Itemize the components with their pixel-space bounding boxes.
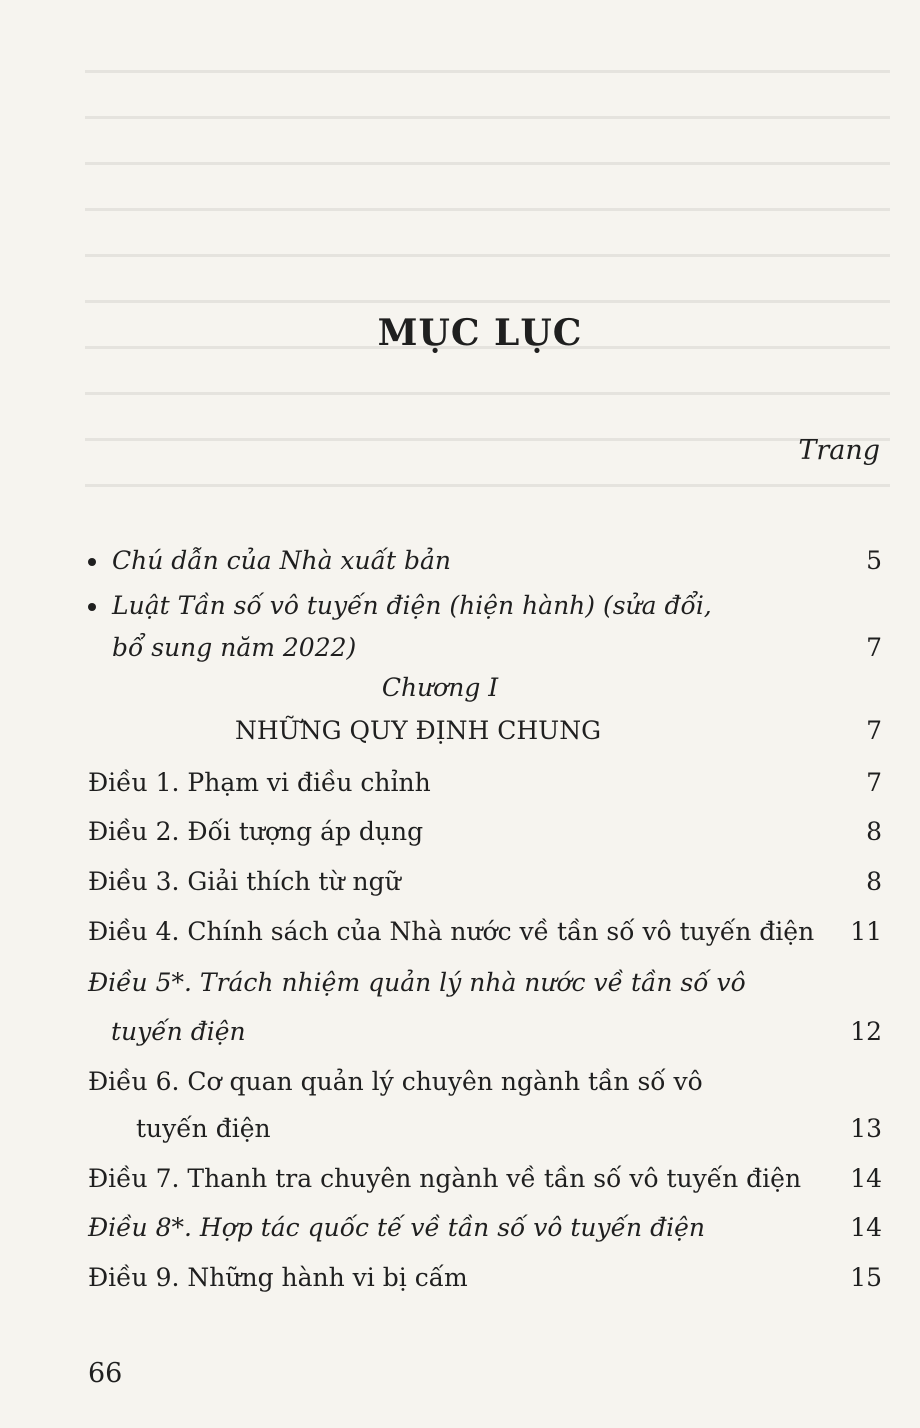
article-text: Điều 7. Thanh tra chuyên ngành về tần số vô tuyến điện — [88, 1164, 802, 1193]
article-text: tuyến điện — [111, 1017, 246, 1046]
article-text: Điều 2. Đối tượng áp dụng — [88, 817, 424, 846]
article-page: 14 — [850, 1213, 882, 1242]
article-page: 8 — [866, 817, 882, 846]
chapter-title: NHỮNG QUY ĐỊNH CHUNG — [235, 716, 602, 745]
article-page: 11 — [850, 917, 882, 946]
toc-entry-page: 7 — [866, 633, 882, 662]
page-number: 66 — [88, 1358, 123, 1389]
article-text: Điều 8*. Hợp tác quốc tế về tần số vô tuyến điện — [88, 1213, 705, 1242]
article-page: 8 — [866, 867, 882, 896]
page-title: MỤC LỤC — [377, 312, 583, 354]
article-text: Điều 1. Phạm vi điều chỉnh — [88, 768, 431, 797]
toc-entry-text: Luật Tần số vô tuyến điện (hiện hành) (sửa đổi, — [112, 591, 712, 620]
article-page: 7 — [866, 768, 882, 797]
article-text: Điều 9. Những hành vi bị cấm — [88, 1263, 468, 1292]
chapter-page: 7 — [866, 716, 882, 745]
page-column-label: Trang — [798, 435, 880, 466]
article-text: Điều 6. Cơ quan quản lý chuyên ngành tần số vô — [88, 1067, 703, 1096]
article-page: 12 — [850, 1017, 882, 1046]
toc-entry-text: bổ sung năm 2022) — [112, 633, 357, 662]
article-page: 15 — [850, 1263, 882, 1292]
chapter-label: Chương I — [381, 673, 499, 702]
toc-entry-text: Chú dẫn của Nhà xuất bản — [112, 546, 451, 575]
article-text: Điều 5*. Trách nhiệm quản lý nhà nước về tần số vô — [88, 968, 746, 997]
article-text: Điều 4. Chính sách của Nhà nước về tần số vô tuyến điện — [88, 917, 815, 946]
article-text: tuyến điện — [136, 1114, 271, 1143]
toc-entry-page: 5 — [866, 546, 882, 575]
bullet-icon — [88, 558, 96, 566]
bullet-icon — [88, 603, 96, 611]
article-page: 14 — [850, 1164, 882, 1193]
article-text: Điều 3. Giải thích từ ngữ — [88, 867, 401, 896]
bleed-through-texture — [85, 70, 890, 490]
article-page: 13 — [850, 1114, 882, 1143]
